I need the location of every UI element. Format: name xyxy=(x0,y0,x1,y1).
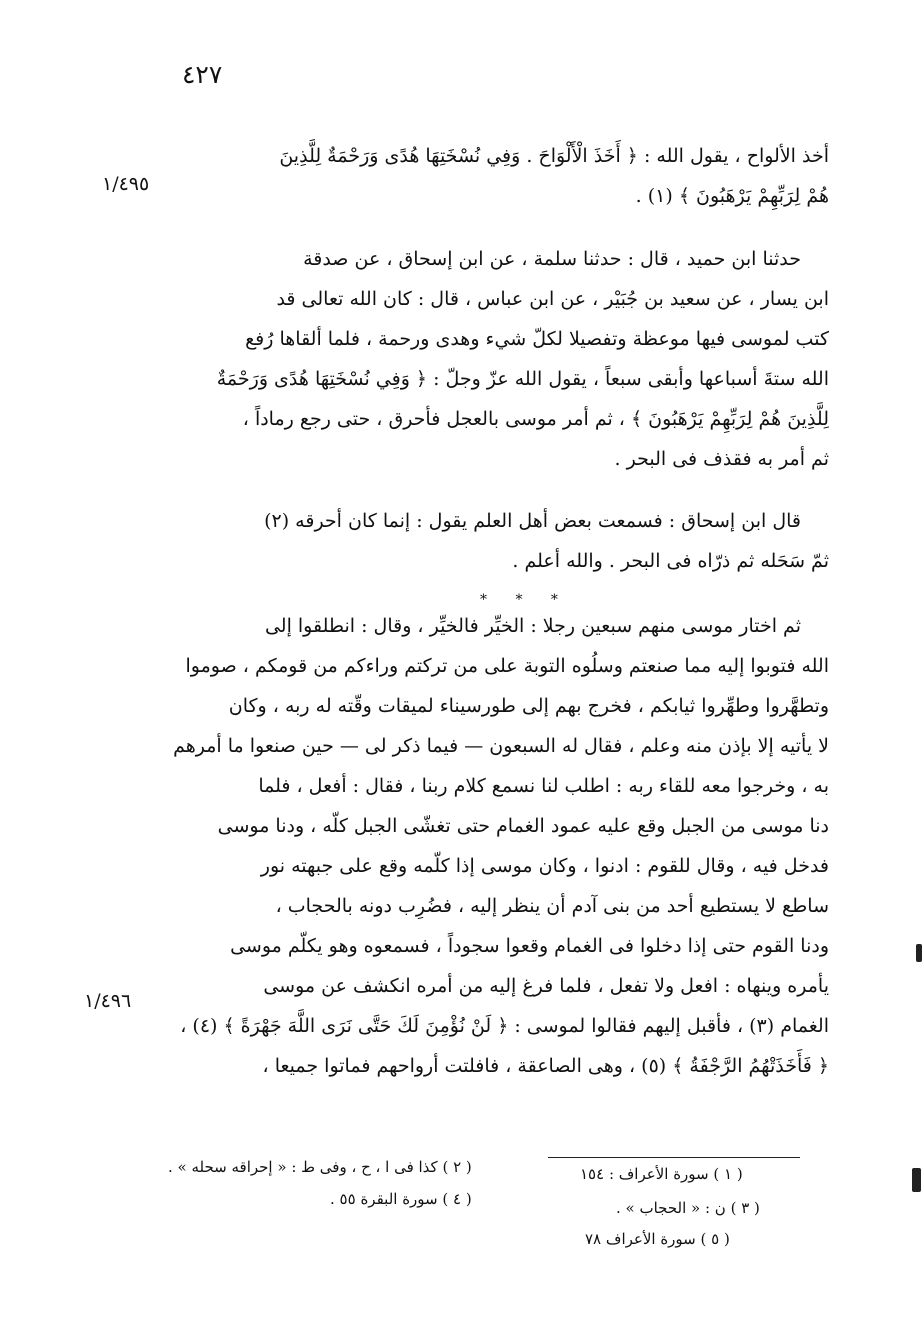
paragraph xyxy=(172,606,829,1086)
text-line: ابن يسار ، عن سعيد بن جُبَيْر ، عن ابن عباس ، قال : كان الله تعالى قد xyxy=(276,288,829,310)
text-line: هُمْ لِرَبِّهِمْ يَرْهَبُونَ ﴾ (١) . xyxy=(635,185,829,207)
text-line: ساطع لا يستطيع أحد من بنى آدم أن ينظر إليه ، فضُرِب دونه بالحجاب ، xyxy=(275,895,829,917)
text-line: وتطهَّروا وطهِّروا ثيابكم ، فخرج بهم إلى طورسيناء لميقات وقّته له ربه ، وكان xyxy=(228,695,829,717)
text-line: ثمّ سَحَله ثم ذرّاه فى البحر . والله أعلم . xyxy=(512,550,829,572)
text-line: الله ستةَ أسباعها وأبقى سبعاً ، يقول الله عزّ وجلّ : ﴿ وَفِي نُسْخَتِهَا هُدًى وَرَحْمَةٌ xyxy=(216,368,829,390)
text-line: لا يأتيه إلا بإذن منه وعلم ، فقال له السبعون — فيما ذكر لى — حين صنعوا ما أمرهم xyxy=(173,735,829,757)
paragraph xyxy=(172,239,829,479)
text-line: دنا موسى من الجبل وقع عليه عمود الغمام حتى تغشّى الجبل كلّه ، ودنا موسى xyxy=(217,815,829,837)
scan-edge-mark xyxy=(912,1168,921,1192)
paragraph xyxy=(172,136,829,216)
text-line: قال ابن إسحاق : فسمعت بعض أهل العلم يقول : إنما كان أحرقه (٢) xyxy=(264,510,801,532)
footnote-separator xyxy=(548,1157,800,1158)
section-divider: * * * xyxy=(480,592,570,608)
text-line: الغمام (٣) ، فأقبل إليهم فقالوا لموسى : ﴿ لَنْ نُؤْمِنَ لَكَ حَتَّى نَرَى اللَّهَ جَهْرَةً ﴾ (٤) ، xyxy=(180,1015,829,1037)
text-line: فدخل فيه ، وقال للقوم : ادنوا ، وكان موسى إذا كلّمه وقع على جبهته نور xyxy=(260,855,829,877)
footnote: ( ٥ ) سورة الأعراف ٧٨ xyxy=(585,1230,730,1248)
footnote: ( ٣ ) ن : « الحجاب » . xyxy=(616,1199,760,1217)
footnote: ( ١ ) سورة الأعراف : ١٥٤ xyxy=(580,1165,743,1183)
text-line: ثم اختار موسى منهم سبعين رجلا : الخيِّر فالخيِّر ، وقال : انطلقوا إلى xyxy=(264,615,801,637)
text-line: الله فتوبوا إليه مما صنعتم وسلُوه التوبة على من تركتم وراءكم من قومكم ، صوموا xyxy=(185,655,829,677)
footnote: ( ٤ ) سورة البقرة ٥٥ . xyxy=(330,1190,472,1208)
text-line: لِلَّذِينَ هُمْ لِرَبِّهِمْ يَرْهَبُونَ ﴾ ، ثم أمر موسى بالعجل فأحرق ، حتى رجع رماداً ، xyxy=(242,408,829,430)
text-line: ثم أمر به فقذف فى البحر . xyxy=(614,448,829,470)
text-line: حدثنا ابن حميد ، قال : حدثنا سلمة ، عن ابن إسحاق ، عن صدقة xyxy=(303,248,801,270)
text-line: ودنا القوم حتى إذا دخلوا فى الغمام وقعوا سجوداً ، فسمعوه وهو يكلّم موسى xyxy=(230,935,829,957)
page-number: ٤٢٧ xyxy=(182,60,223,89)
paragraph xyxy=(172,501,829,581)
text-line: كتب لموسى فيها موعظة وتفصيلا لكلّ شيء وهدى ورحمة ، فلما ألقاها رُفع xyxy=(245,328,829,350)
scan-edge-mark xyxy=(916,944,922,962)
margin-reference: ١/٤٩٥ xyxy=(102,173,150,195)
text-line: أخذ الألواح ، يقول الله : ﴿ أَخَذَ الْأَلْوَاحَ . وَفِي نُسْخَتِهَا هُدًى وَرَحْمَةٌ لِلَّذِينَ xyxy=(279,145,829,167)
footnote: ( ٢ ) كذا فى ا ، ح ، وفى ط : « إحراقه سحله » . xyxy=(168,1158,472,1176)
text-line: ﴿ فَأَخَذَتْهُمُ الرَّجْفَةُ ﴾ (٥) ، وهى الصاعقة ، فافلتت أرواحهم فماتوا جميعا ، xyxy=(262,1055,829,1077)
margin-reference: ١/٤٩٦ xyxy=(84,990,132,1012)
text-line: به ، وخرجوا معه للقاء ربه : اطلب لنا نسمع كلام ربنا ، فقال : أفعل ، فلما xyxy=(258,775,829,797)
text-line: يأمره وينهاه : افعل ولا تفعل ، فلما فرغ إليه من أمره انكشف عن موسى xyxy=(263,975,829,997)
